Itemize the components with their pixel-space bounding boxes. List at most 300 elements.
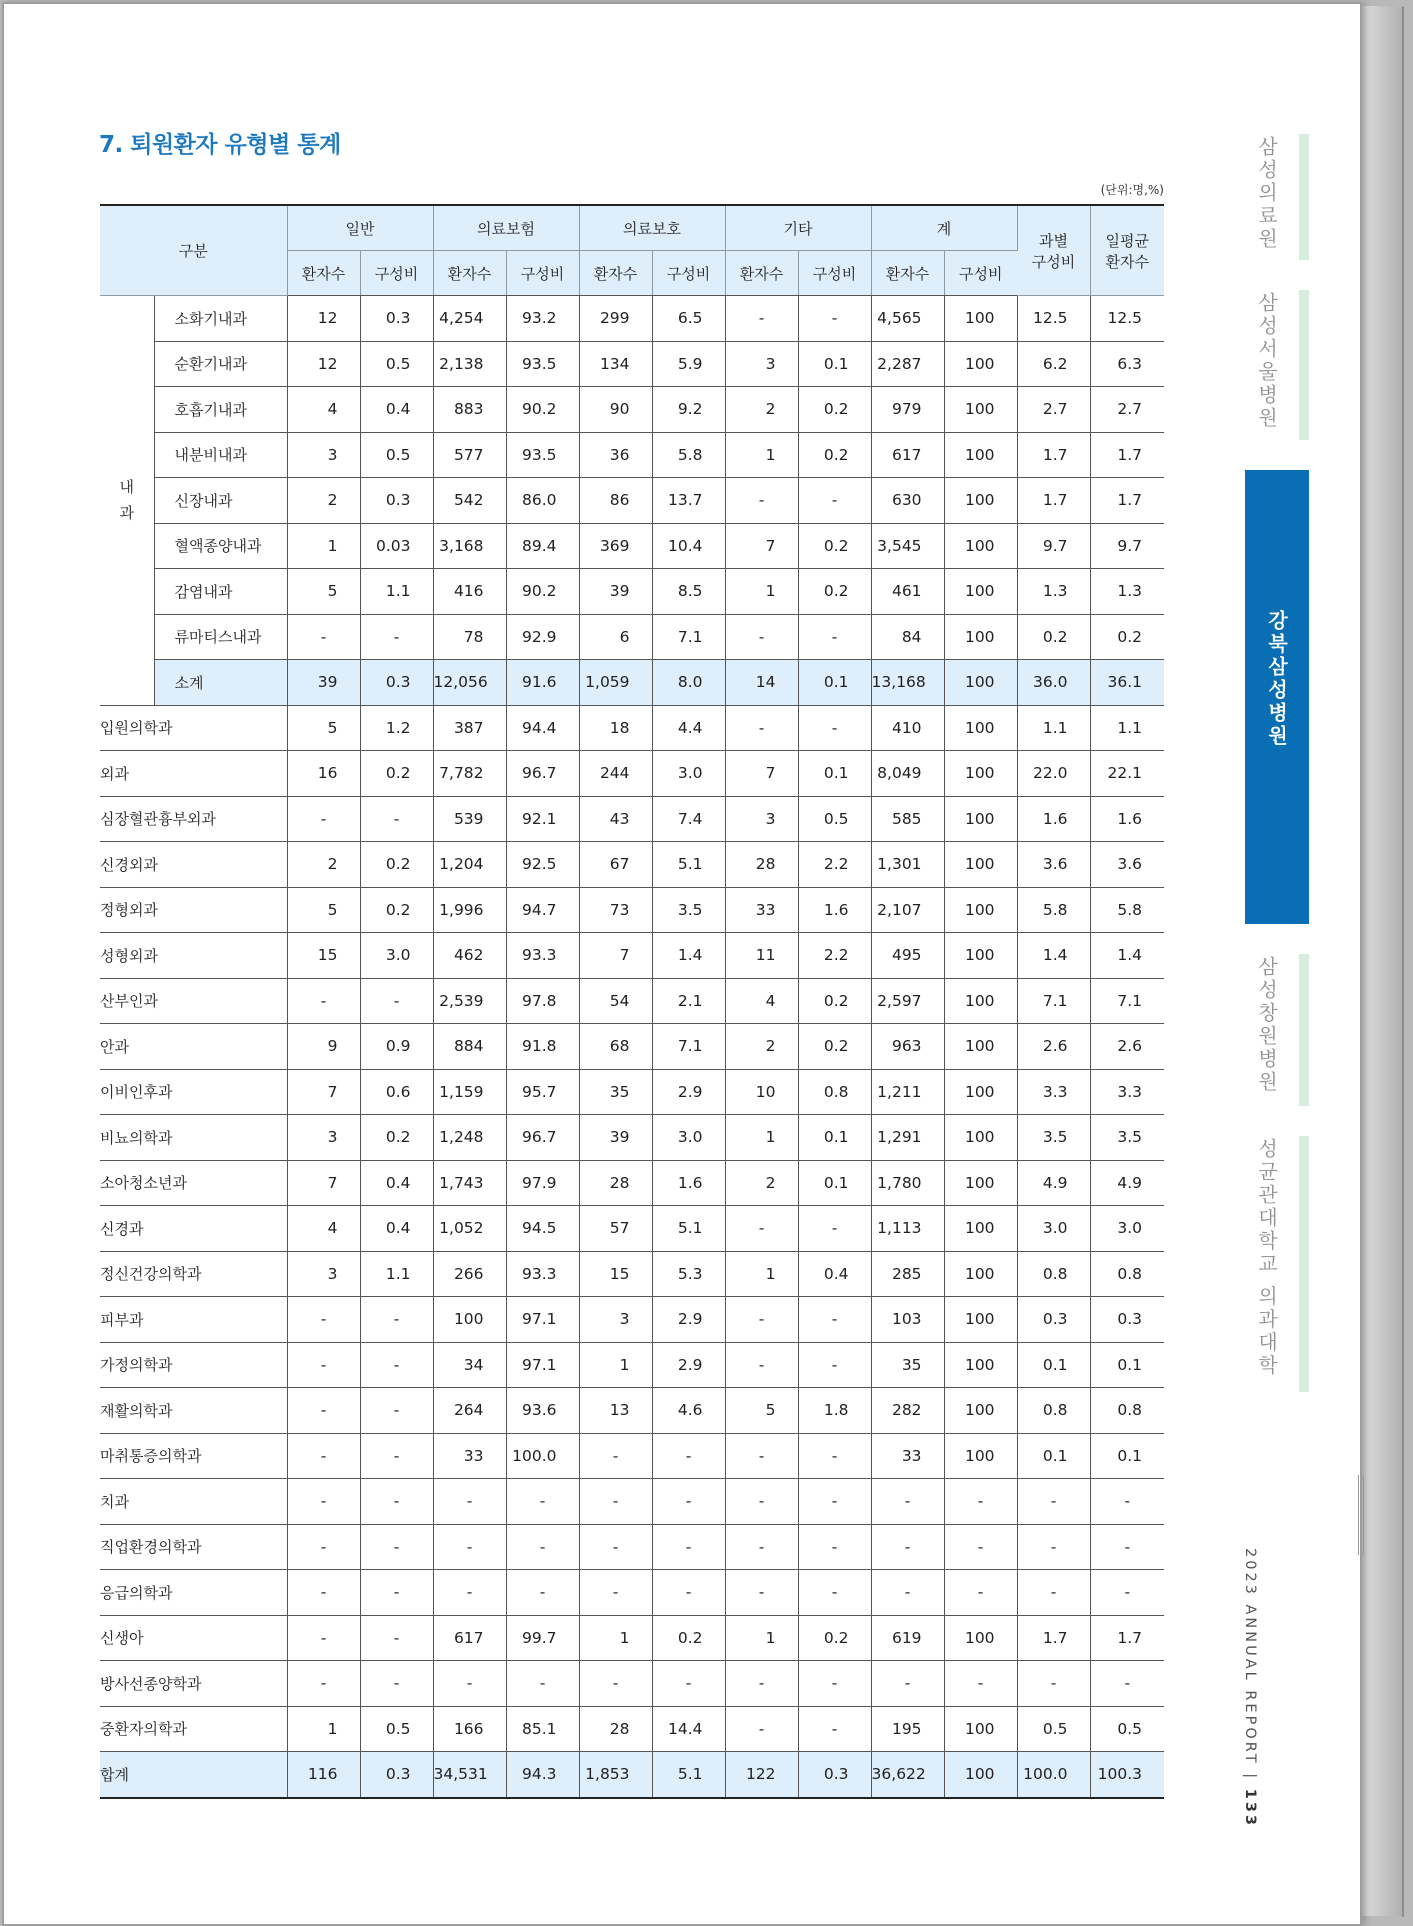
table-cell: 2 [725,1024,798,1070]
table-cell: 0.4 [360,387,433,433]
table-cell: 5.8 [1090,887,1164,933]
table-row [100,751,1164,797]
table-cell: 0.1 [798,341,871,387]
table-cell: 1.7 [1090,478,1164,524]
table-cell: 1,291 [871,1115,944,1161]
table-cell: 0.8 [1090,1388,1164,1434]
table-row [100,1297,1164,1343]
table-cell: 28 [579,1160,652,1206]
table-cell: 7.4 [652,796,725,842]
table-cell: 100.3 [1090,1752,1164,1798]
table-cell: - [725,614,798,660]
table-cell: - [287,1524,360,1570]
table-cell: 78 [433,614,506,660]
table-cell: 7 [287,1069,360,1115]
table-cell: 90.2 [506,569,579,615]
side-tab-label: 삼성창원병원 [1254,956,1279,1094]
table-cell: 94.5 [506,1206,579,1252]
table-cell: 43 [579,796,652,842]
table-cell: 100.0 [1017,1752,1090,1798]
table-cell: 1,059 [579,660,652,706]
table-cell: - [725,1524,798,1570]
table-cell: 3.6 [1017,842,1090,888]
header-dept-ratio-line1: 과별 [1039,231,1069,250]
table-cell: 617 [871,432,944,478]
table-cell: 3.0 [360,933,433,979]
table-cell: - [652,1479,725,1525]
table-cell: 3 [725,796,798,842]
table-cell: - [1090,1661,1164,1707]
table-cell: - [287,796,360,842]
table-cell: 100 [944,341,1017,387]
header-general: 일반 [287,205,433,251]
table-cell: 617 [433,1615,506,1661]
table-row [100,1661,1164,1707]
table-cell: 94.4 [506,705,579,751]
row-label: 치과 [100,1479,287,1525]
table-cell: - [1017,1661,1090,1707]
table-row [100,1115,1164,1161]
table-cell: 387 [433,705,506,751]
table-cell: 73 [579,887,652,933]
table-cell: 4.9 [1090,1160,1164,1206]
side-tab-1[interactable] [1239,134,1309,260]
table-cell: - [433,1570,506,1616]
table-cell: 0.8 [1017,1388,1090,1434]
table-cell: 5 [287,705,360,751]
row-label: 산부인과 [100,978,287,1024]
table-cell: 0.1 [798,1115,871,1161]
table-cell: 1.7 [1017,1615,1090,1661]
table-cell: 1.7 [1017,478,1090,524]
table-cell: 0.2 [360,1115,433,1161]
table-cell: - [433,1524,506,1570]
table-cell: 3 [287,1115,360,1161]
table-cell: 1,204 [433,842,506,888]
table-cell: 15 [287,933,360,979]
table-cell: 5.1 [652,842,725,888]
table-cell: - [287,1661,360,1707]
table-cell: 33 [433,1433,506,1479]
table-cell: - [871,1661,944,1707]
table-cell: 963 [871,1024,944,1070]
table-cell: 1,301 [871,842,944,888]
table-cell: - [652,1433,725,1479]
report-label: 2023 ANNUAL REPORT [1242,1548,1258,1766]
sub-header-patients: 환자수 [871,251,944,296]
table-cell: 12 [287,341,360,387]
table-cell: 2.9 [652,1297,725,1343]
table-cell: 1.2 [360,705,433,751]
table-cell: 3.0 [1017,1206,1090,1252]
table-cell: 1 [287,1706,360,1752]
row-label: 이비인후과 [100,1069,287,1115]
table-cell: - [1090,1524,1164,1570]
table-cell: 2.1 [652,978,725,1024]
table-row [100,842,1164,888]
table-row [100,1615,1164,1661]
subtotal-row [100,660,1164,706]
table-cell: 97.8 [506,978,579,1024]
table-row [100,796,1164,842]
table-cell: - [725,705,798,751]
table-cell: 6.5 [652,296,725,342]
side-tab-bar [1299,1136,1309,1392]
table-cell: 369 [579,523,652,569]
table-cell: 1.1 [1090,705,1164,751]
table-cell: 13.7 [652,478,725,524]
table-cell: - [798,1570,871,1616]
table-cell: - [871,1479,944,1525]
table-cell: 0.8 [1017,1251,1090,1297]
table-cell: 134 [579,341,652,387]
table-cell: 3.5 [1090,1115,1164,1161]
table-row [100,387,1164,433]
table-cell: 0.4 [798,1251,871,1297]
table-cell: 166 [433,1706,506,1752]
table-cell: 0.1 [1017,1342,1090,1388]
table-cell: 100 [944,1160,1017,1206]
table-cell: 0.2 [798,432,871,478]
table-cell: - [579,1570,652,1616]
sub-header-patients: 환자수 [433,251,506,296]
table-cell: 100 [944,1069,1017,1115]
side-tab-2[interactable] [1239,290,1309,440]
table-cell: 9.7 [1017,523,1090,569]
table-cell: - [871,1524,944,1570]
table-cell: 2,597 [871,978,944,1024]
row-label: 신경과 [100,1206,287,1252]
table-cell: 0.2 [798,387,871,433]
table-cell: - [579,1433,652,1479]
table-cell: 39 [579,569,652,615]
table-cell: 100 [944,478,1017,524]
table-cell: 1.4 [1090,933,1164,979]
table-cell: - [360,1342,433,1388]
table-cell: 4.4 [652,705,725,751]
side-tab-4[interactable] [1239,954,1309,1106]
table-cell: 2.7 [1017,387,1090,433]
table-row [100,1524,1164,1570]
table-cell: - [798,705,871,751]
table-cell: 100 [944,796,1017,842]
table-row [100,1388,1164,1434]
table-cell: - [798,1706,871,1752]
table-row [100,1206,1164,1252]
row-label: 응급의학과 [100,1570,287,1616]
table-cell: 100 [944,1388,1017,1434]
table-cell: - [725,1661,798,1707]
total-row [100,1752,1164,1798]
table-cell: 96.7 [506,1115,579,1161]
table-cell: 884 [433,1024,506,1070]
table-cell: 1,996 [433,887,506,933]
table-cell: 5.8 [652,432,725,478]
table-cell: 1.4 [1017,933,1090,979]
header-total: 계 [871,205,1017,251]
table-cell: 1.7 [1090,432,1164,478]
row-label: 합계 [100,1752,287,1798]
table-cell: 0.3 [1090,1297,1164,1343]
sub-header-ratio: 구성비 [360,251,433,296]
row-label: 정신건강의학과 [100,1251,287,1297]
table-cell: 96.7 [506,751,579,797]
table-cell: 100.0 [506,1433,579,1479]
table-cell: 2.9 [652,1342,725,1388]
table-cell: 22.1 [1090,751,1164,797]
table-cell: 28 [725,842,798,888]
table-cell: 1,113 [871,1206,944,1252]
table-cell: 100 [944,978,1017,1024]
table-cell: - [944,1570,1017,1616]
table-cell: 92.1 [506,796,579,842]
table-row [100,614,1164,660]
table-cell: 0.3 [360,296,433,342]
table-cell: - [798,614,871,660]
table-cell: 97.1 [506,1342,579,1388]
table-cell: 299 [579,296,652,342]
table-cell: 100 [944,1024,1017,1070]
page-number: 133 [1242,1788,1258,1829]
table-cell: 7 [725,523,798,569]
table-cell: - [652,1570,725,1616]
table-cell: 2.9 [652,1069,725,1115]
table-cell: - [506,1661,579,1707]
table-cell: 2.6 [1090,1024,1164,1070]
table-row [100,296,1164,342]
table-cell: 3,545 [871,523,944,569]
table-cell: 67 [579,842,652,888]
table-cell: 7.1 [1017,978,1090,1024]
table-cell: 100 [944,660,1017,706]
table-cell: 0.3 [1017,1297,1090,1343]
table-cell: 100 [944,432,1017,478]
row-label: 류마티스내과 [154,614,287,660]
table-cell: 3.0 [652,1115,725,1161]
side-tab-label: 삼성의료원 [1254,136,1279,251]
table-cell: - [798,1524,871,1570]
table-cell: 3 [725,341,798,387]
table-cell: 2.2 [798,933,871,979]
table-cell: 6.2 [1017,341,1090,387]
table-cell: 3.5 [1017,1115,1090,1161]
section-title: 7. 퇴원환자 유형별 통계 [99,132,341,158]
table-cell: - [360,796,433,842]
table-cell: 3 [579,1297,652,1343]
table-cell: 103 [871,1297,944,1343]
table-row [100,1570,1164,1616]
table-cell: 0.2 [1017,614,1090,660]
table-cell: 495 [871,933,944,979]
table-cell: 264 [433,1388,506,1434]
table-cell: 3.0 [652,751,725,797]
table-cell: - [652,1524,725,1570]
table-cell: - [579,1479,652,1525]
table-cell: 7 [725,751,798,797]
table-cell: 1 [287,523,360,569]
table-cell: 93.3 [506,933,579,979]
table-cell: 1 [725,1115,798,1161]
table-cell: - [287,1342,360,1388]
table-cell: 0.3 [360,478,433,524]
table-cell: 2,287 [871,341,944,387]
table-cell: 0.5 [360,1706,433,1752]
table-cell: 1 [725,1615,798,1661]
table-cell: 1.4 [652,933,725,979]
table-cell: 3.6 [1090,842,1164,888]
table-cell: 0.3 [360,660,433,706]
table-cell: - [360,1433,433,1479]
table-cell: 0.4 [360,1160,433,1206]
table-row [100,1479,1164,1525]
table-cell: 8.5 [652,569,725,615]
table-cell: 0.5 [1017,1706,1090,1752]
table-cell: 93.2 [506,296,579,342]
table-row [100,1342,1164,1388]
table-row [100,933,1164,979]
table-cell: 1.1 [1017,705,1090,751]
table-row [100,1433,1164,1479]
table-cell: 2 [287,842,360,888]
table-cell: 2,107 [871,887,944,933]
table-cell: - [944,1479,1017,1525]
header-medical-aid: 의료보호 [579,205,725,251]
table-cell: 5.8 [1017,887,1090,933]
table-cell: - [1090,1570,1164,1616]
table-cell: - [798,296,871,342]
table-cell: 5 [725,1388,798,1434]
table-cell: 7 [287,1160,360,1206]
table-cell: 0.2 [798,978,871,1024]
table-cell: 1,052 [433,1206,506,1252]
table-cell: 5.9 [652,341,725,387]
table-cell: 195 [871,1706,944,1752]
table-cell: 0.03 [360,523,433,569]
row-label: 방사선종양학과 [100,1661,287,1707]
side-tab-3[interactable] [1245,470,1309,924]
table-cell: - [433,1661,506,1707]
table-cell: 11 [725,933,798,979]
table-cell: 4 [287,1206,360,1252]
table-cell: 86.0 [506,478,579,524]
side-tab-bar [1299,134,1309,260]
table-row [100,978,1164,1024]
table-cell: 116 [287,1752,360,1798]
table-cell: 883 [433,387,506,433]
row-label: 가정의학과 [100,1342,287,1388]
table-cell: 5 [287,569,360,615]
table-cell: - [725,296,798,342]
table-cell: 93.6 [506,1388,579,1434]
table-cell: - [287,1479,360,1525]
side-tab-5[interactable] [1239,1136,1309,1392]
page-edge-grip [1358,1475,1364,1555]
table-cell: 28 [579,1706,652,1752]
table-cell: 2,138 [433,341,506,387]
table-row [100,1069,1164,1115]
table-cell: 4.6 [652,1388,725,1434]
table-cell: 0.8 [798,1069,871,1115]
internal-medicine-group-label [100,296,154,706]
table-cell: 4 [287,387,360,433]
table-cell: - [798,1342,871,1388]
table-cell: 1.1 [360,1251,433,1297]
table-cell: 91.8 [506,1024,579,1070]
row-label: 감염내과 [154,569,287,615]
table-cell: 16 [287,751,360,797]
table-cell: - [944,1661,1017,1707]
table-cell: 3.3 [1017,1069,1090,1115]
group-label-line1: 내 [119,478,134,497]
table-cell: - [360,1615,433,1661]
table-cell: - [1090,1479,1164,1525]
table-cell: 6.3 [1090,341,1164,387]
table-cell: 4,254 [433,296,506,342]
table-cell: - [360,978,433,1024]
table-cell: - [579,1524,652,1570]
table-cell: 0.1 [798,751,871,797]
table-cell: 122 [725,1752,798,1798]
report-page [2,2,1362,1926]
table-cell: 100 [433,1297,506,1343]
table-cell: 410 [871,705,944,751]
table-cell: 8,049 [871,751,944,797]
table-cell: 10 [725,1069,798,1115]
row-label: 재활의학과 [100,1388,287,1434]
table-cell: 92.5 [506,842,579,888]
table-cell: 14 [725,660,798,706]
table-cell: 585 [871,796,944,842]
table-cell: 93.5 [506,341,579,387]
table-row [100,887,1164,933]
row-label: 성형외과 [100,933,287,979]
table-cell: - [652,1661,725,1707]
table-cell: 2,539 [433,978,506,1024]
table-cell: 0.6 [360,1069,433,1115]
table-cell: 13,168 [871,660,944,706]
header-row-1 [100,205,1164,251]
table-cell: 7.1 [652,1024,725,1070]
table-cell: 1 [579,1615,652,1661]
table-cell: 100 [944,614,1017,660]
row-label: 심장혈관흉부외과 [100,796,287,842]
table-cell: 12,056 [433,660,506,706]
table-cell: - [798,1479,871,1525]
row-label: 소화기내과 [154,296,287,342]
table-cell: 100 [944,523,1017,569]
table-cell: 100 [944,1342,1017,1388]
table-cell: 8.0 [652,660,725,706]
table-cell: 5.1 [652,1752,725,1798]
table-cell: 1.6 [1090,796,1164,842]
table-cell: - [506,1479,579,1525]
table-row [100,523,1164,569]
table-cell: 577 [433,432,506,478]
table-cell: 100 [944,751,1017,797]
table-cell: 100 [944,1615,1017,1661]
table-cell: - [725,1433,798,1479]
header-insurance: 의료보험 [433,205,579,251]
table-cell: 36 [579,432,652,478]
sub-header-ratio: 구성비 [652,251,725,296]
table-cell: 12.5 [1090,296,1164,342]
table-cell: 1.6 [1017,796,1090,842]
table-cell: 90.2 [506,387,579,433]
table-cell: - [506,1524,579,1570]
table-cell: 100 [944,1251,1017,1297]
table-cell: - [360,1479,433,1525]
table-cell: 4 [725,978,798,1024]
